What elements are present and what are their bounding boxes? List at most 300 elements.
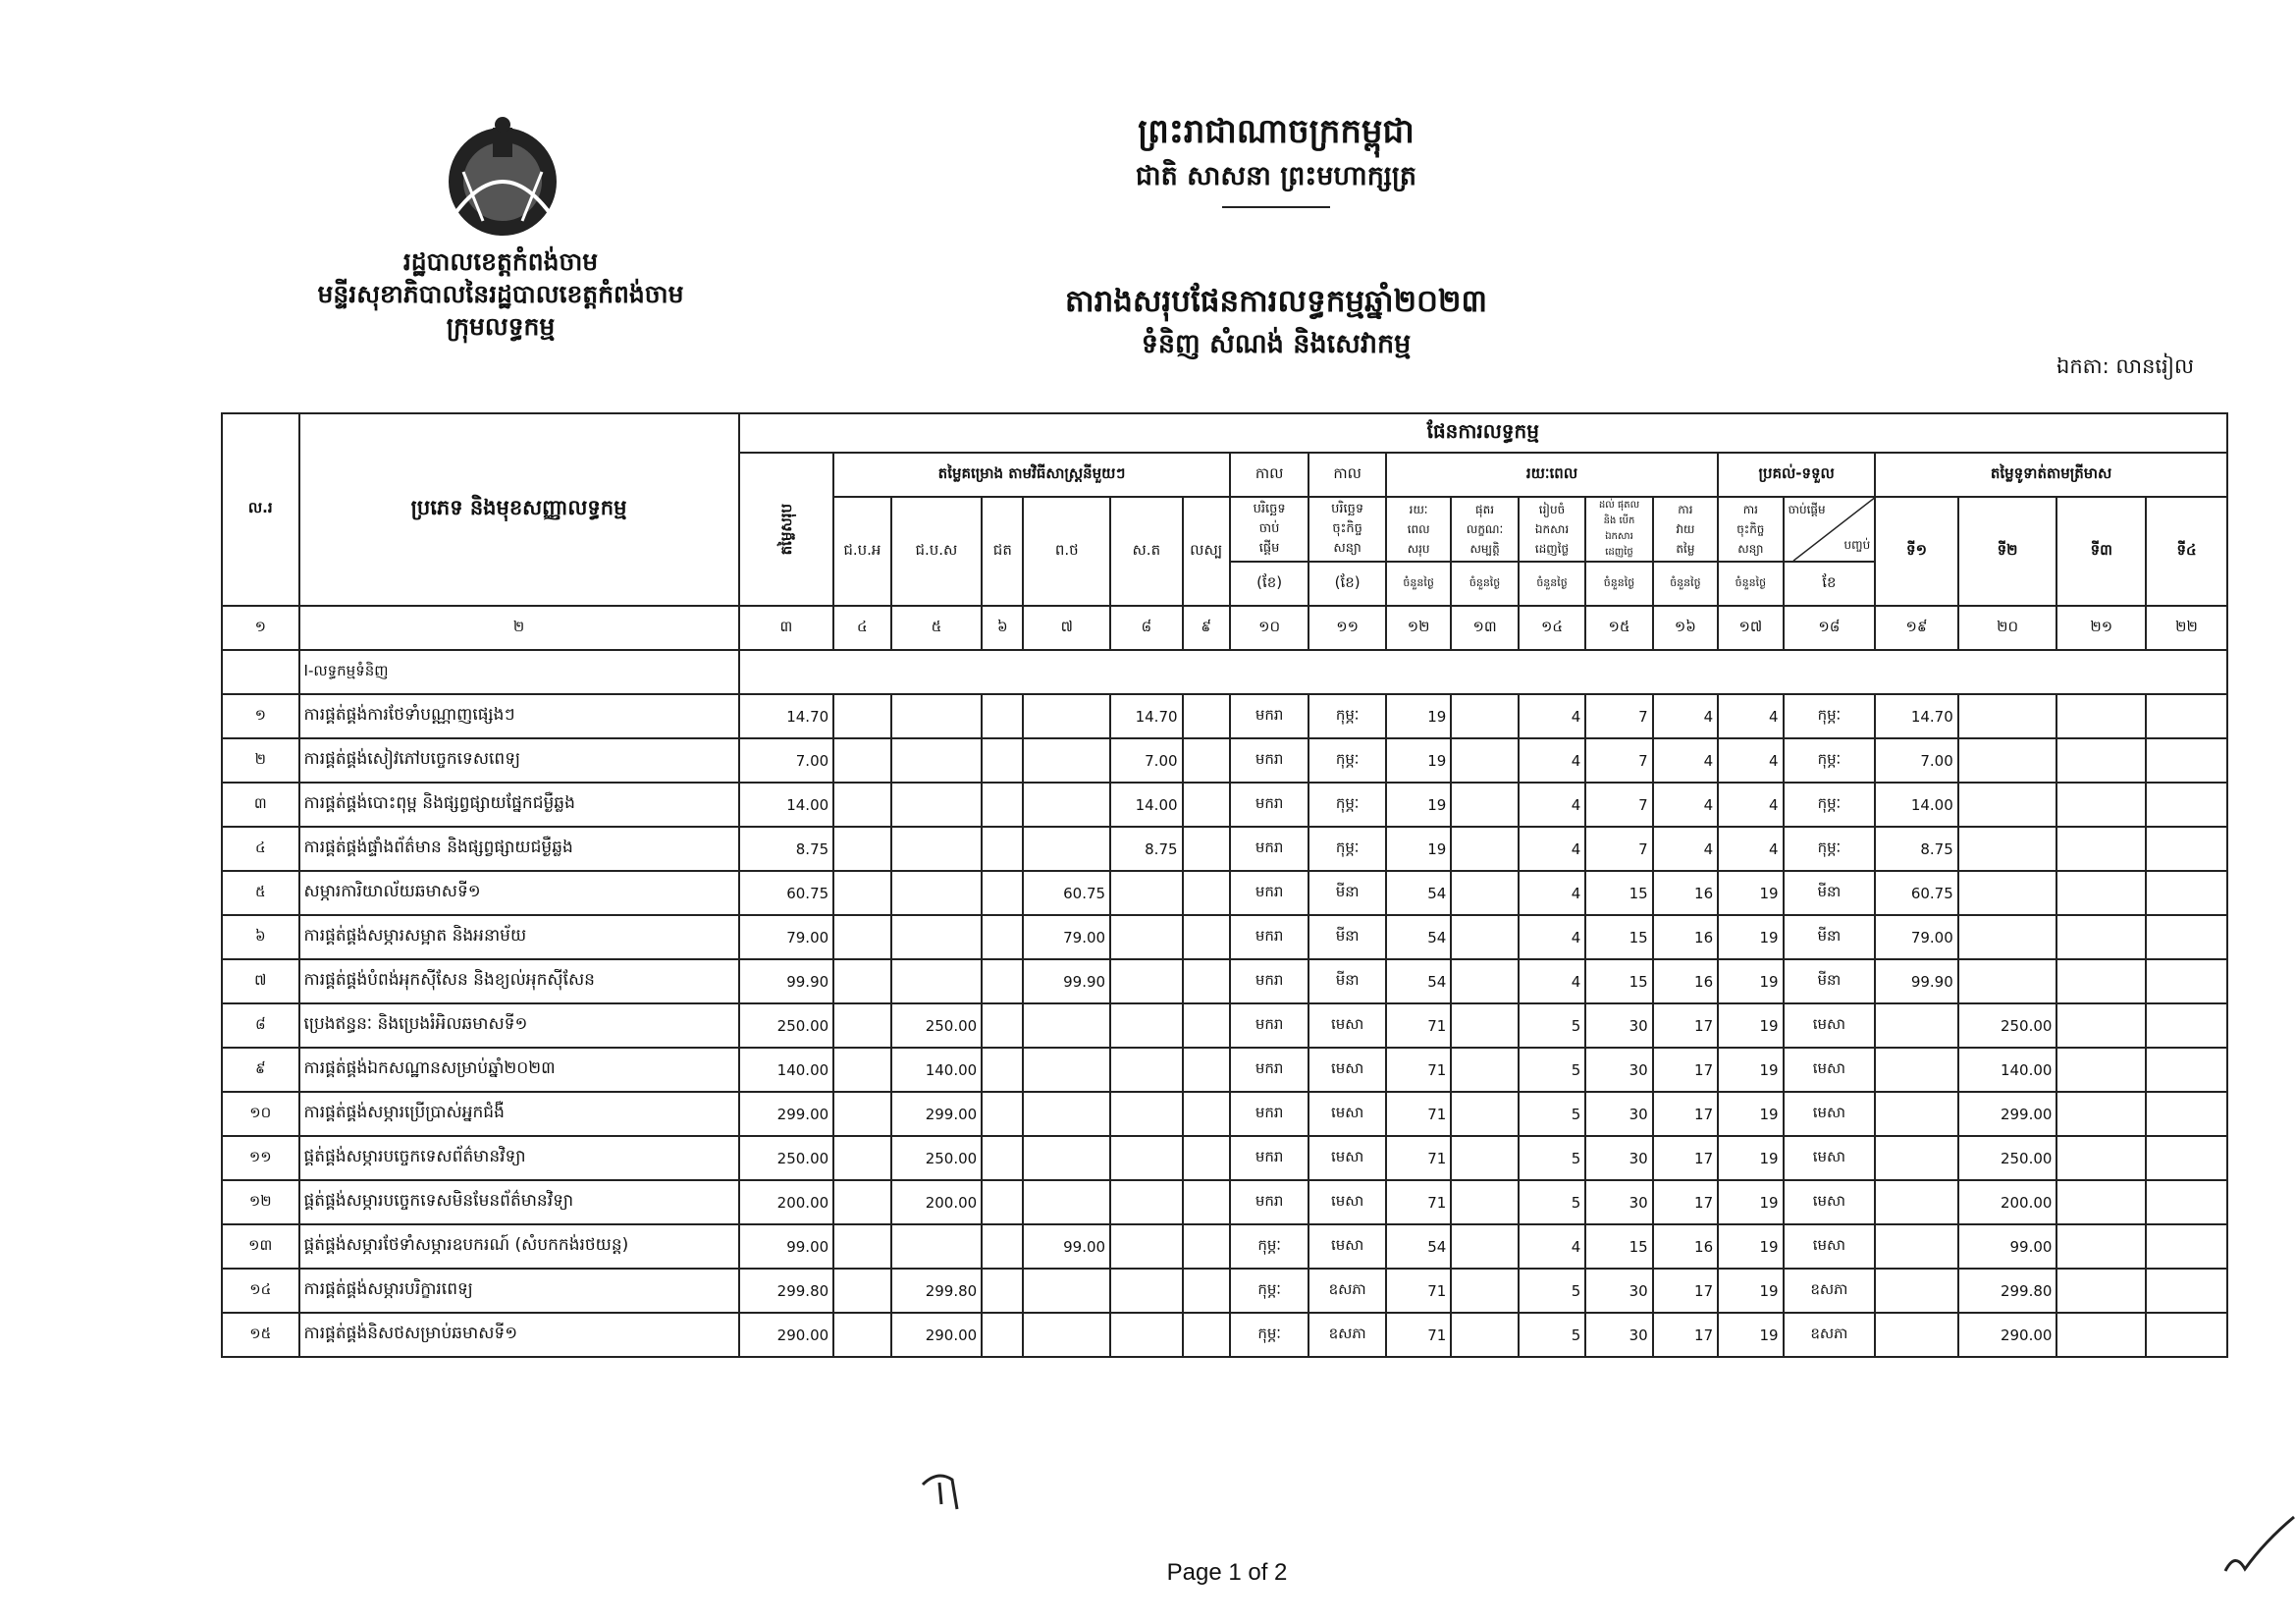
column-number: ១៤ — [1519, 606, 1585, 650]
cell-total: 14.70 — [739, 694, 834, 738]
cell-name: ការផ្គត់ផ្គង់សម្ភារសម្អាត និងអនាម័យ — [299, 915, 739, 959]
table-row — [222, 915, 2227, 959]
cell-m3 — [982, 738, 1023, 783]
cell-m5 — [1110, 1269, 1182, 1313]
cell-m3 — [982, 1092, 1023, 1136]
cell-q2: 99.00 — [1958, 1224, 2057, 1269]
cell-d17: 19 — [1718, 1048, 1783, 1092]
cell-start: មករា — [1230, 827, 1309, 871]
cell-m4 — [1023, 694, 1110, 738]
cell-q2 — [1958, 871, 2057, 915]
cell-sign: មេសា — [1308, 1048, 1386, 1092]
cell-m4: 79.00 — [1023, 915, 1110, 959]
cell-start: មករា — [1230, 871, 1309, 915]
cell-q1: 8.75 — [1875, 827, 1958, 871]
column-number: ២១ — [2056, 606, 2146, 650]
cell-name: ការផ្គត់ផ្គង់សៀវភៅបច្ចេកទេសពេទ្យ — [299, 738, 739, 783]
cell-d16: 16 — [1653, 959, 1718, 1003]
cell-d13 — [1451, 694, 1518, 738]
cell-m5 — [1110, 871, 1182, 915]
cell-m2 — [891, 1224, 983, 1269]
cell-m2 — [891, 827, 983, 871]
cell-d17: 19 — [1718, 1224, 1783, 1269]
column-number: ៣ — [739, 606, 834, 650]
cell-d17: 19 — [1718, 871, 1783, 915]
cell-q2 — [1958, 827, 2057, 871]
cell-m5 — [1110, 1048, 1182, 1092]
unit-label: ឯកតា: លានរៀល — [2056, 354, 2194, 378]
cell-d17: 19 — [1718, 1313, 1783, 1357]
cell-d18: មេសា — [1784, 1048, 1876, 1092]
cell-q2 — [1958, 738, 2057, 783]
cell-m5: 14.70 — [1110, 694, 1182, 738]
cell-q1 — [1875, 1048, 1958, 1092]
cell-sign: កុម្ភៈ — [1308, 783, 1386, 827]
cell-d12: 19 — [1386, 694, 1451, 738]
cell-d14: 5 — [1519, 1313, 1585, 1357]
column-number: ១ — [222, 606, 299, 650]
cell-sign: មេសា — [1308, 1092, 1386, 1136]
cell-d12: 19 — [1386, 738, 1451, 783]
cell-total: 200.00 — [739, 1180, 834, 1224]
cell-m2 — [891, 915, 983, 959]
cell-q2: 250.00 — [1958, 1003, 2057, 1048]
cell-d12: 54 — [1386, 1224, 1451, 1269]
cell-m4: 60.75 — [1023, 871, 1110, 915]
cell-q1: 79.00 — [1875, 915, 1958, 959]
table-row — [222, 1313, 2227, 1357]
cell-d18: មីនា — [1784, 871, 1876, 915]
cell-total: 99.90 — [739, 959, 834, 1003]
cell-total: 99.00 — [739, 1224, 834, 1269]
col18-month: ខែ — [1784, 562, 1876, 606]
cell-d12: 71 — [1386, 1180, 1451, 1224]
cell-total: 250.00 — [739, 1003, 834, 1048]
cell-d18: មេសា — [1784, 1092, 1876, 1136]
column-number: ២០ — [1958, 606, 2057, 650]
col16-days: ចំនួនថ្ងៃ — [1653, 562, 1718, 606]
cell-m2 — [891, 694, 983, 738]
duration-group-header: រយៈពេល — [1386, 453, 1718, 497]
cell-d13 — [1451, 1003, 1518, 1048]
cell-m2 — [891, 871, 983, 915]
delivery-group-header: ប្រគល់-ទទួល — [1718, 453, 1875, 497]
cell-m2 — [891, 738, 983, 783]
cell-name: ការផ្គត់ផ្គង់ផ្ទាំងព័ត៌មាន និងផ្សព្វផ្សាយជម្ងឺឆ្លង — [299, 827, 739, 871]
cell-start: មករា — [1230, 959, 1309, 1003]
col-name-header: ប្រភេទ និងមុខសញ្ញាលទ្ធកម្ម — [299, 413, 739, 606]
cell-m1 — [833, 738, 890, 783]
cell-d17: 4 — [1718, 783, 1783, 827]
cell-m3 — [982, 827, 1023, 871]
cell-q3 — [2056, 1180, 2146, 1224]
cell-total: 8.75 — [739, 827, 834, 871]
cell-d18: មេសា — [1784, 1180, 1876, 1224]
cell-sign: កុម្ភៈ — [1308, 694, 1386, 738]
cell-d17: 4 — [1718, 738, 1783, 783]
cell-m1 — [833, 871, 890, 915]
cell-d14: 5 — [1519, 1180, 1585, 1224]
cell-m5 — [1110, 1092, 1182, 1136]
document-title-block — [913, 280, 1639, 366]
cell-d17: 19 — [1718, 1092, 1783, 1136]
cell-q2: 250.00 — [1958, 1136, 2057, 1180]
col17-days: ចំនួនថ្ងៃ — [1718, 562, 1783, 606]
column-number: ១៥ — [1585, 606, 1652, 650]
col10-top: កាល — [1230, 453, 1309, 497]
cell-d16: 4 — [1653, 738, 1718, 783]
table-row — [222, 1048, 2227, 1092]
national-motto: ជាតិ សាសនា ព្រះមហាក្សត្រ — [1135, 161, 1417, 191]
cell-no: ១៥ — [222, 1313, 299, 1357]
cell-q1: 14.00 — [1875, 783, 1958, 827]
ministry-line: រដ្ឋបាលខេត្តកំពង់ចាម — [402, 247, 599, 276]
cell-d13 — [1451, 1136, 1518, 1180]
cell-m6 — [1183, 1136, 1230, 1180]
cell-total: 299.00 — [739, 1092, 834, 1136]
cell-m6 — [1183, 915, 1230, 959]
cell-no: ៣ — [222, 783, 299, 827]
cell-q4 — [2146, 1003, 2227, 1048]
col14-header: រៀបចំ ឯកសារ ដេញថ្លៃ — [1519, 497, 1585, 562]
cell-d16: 17 — [1653, 1180, 1718, 1224]
cell-d14: 4 — [1519, 871, 1585, 915]
cell-name: សម្ភារការិយាល័យឆមាសទី១ — [299, 871, 739, 915]
procurement-plan-table — [221, 412, 2228, 1358]
method-pth: ព.ថ — [1023, 497, 1110, 606]
cell-d14: 4 — [1519, 783, 1585, 827]
cell-m2: 140.00 — [891, 1048, 983, 1092]
cell-sign: មីនា — [1308, 915, 1386, 959]
cell-d16: 17 — [1653, 1048, 1718, 1092]
cell-total: 250.00 — [739, 1136, 834, 1180]
cell-d18: ឧសភា — [1784, 1313, 1876, 1357]
cell-m3 — [982, 1180, 1023, 1224]
cell-m4: 99.00 — [1023, 1224, 1110, 1269]
cell-no: ៧ — [222, 959, 299, 1003]
column-number: ១៨ — [1784, 606, 1876, 650]
cell-name: ការផ្គត់ផ្គង់បំពង់អុកស៊ីសែន និងខ្យល់អុកស៊ីសែន — [299, 959, 739, 1003]
cell-m2: 200.00 — [891, 1180, 983, 1224]
cell-d17: 19 — [1718, 1180, 1783, 1224]
cell-m3 — [982, 1313, 1023, 1357]
cell-q2 — [1958, 959, 2057, 1003]
method-ls: លស្ប — [1183, 497, 1230, 606]
cell-q3 — [2056, 871, 2146, 915]
cell-name: ផ្គត់ផ្គង់សម្ភារបច្ចេកទេសមិនមែនព័ត៌មានវិទ្យា — [299, 1180, 739, 1224]
cell-d17: 19 — [1718, 1136, 1783, 1180]
cell-d14: 4 — [1519, 827, 1585, 871]
table-row — [222, 871, 2227, 915]
cell-total: 290.00 — [739, 1313, 834, 1357]
cell-m4 — [1023, 1180, 1110, 1224]
cell-d18: កុម្ភៈ — [1784, 783, 1876, 827]
cell-q3 — [2056, 1136, 2146, 1180]
cell-d17: 19 — [1718, 959, 1783, 1003]
cell-d16: 16 — [1653, 871, 1718, 915]
signature-mark-icon — [2220, 1512, 2296, 1579]
cell-d12: 19 — [1386, 783, 1451, 827]
plan-group-header: ផែនការលទ្ធកម្ម — [739, 413, 2227, 453]
cell-m2: 290.00 — [891, 1313, 983, 1357]
column-number: ២២ — [2146, 606, 2227, 650]
cell-d12: 54 — [1386, 959, 1451, 1003]
method-ghbh: ជ.ប.អ — [833, 497, 890, 606]
cell-d17: 19 — [1718, 1003, 1783, 1048]
cell-start: មករា — [1230, 1092, 1309, 1136]
cell-m3 — [982, 915, 1023, 959]
cell-m5: 14.00 — [1110, 783, 1182, 827]
cell-d13 — [1451, 1048, 1518, 1092]
col12-days: ចំនួនថ្ងៃ — [1386, 562, 1451, 606]
col-total-header: តម្លៃសរុប — [739, 453, 834, 606]
col10-month: (ខែ) — [1230, 562, 1309, 606]
cell-d15: 30 — [1585, 1048, 1652, 1092]
cell-m2: 299.80 — [891, 1269, 983, 1313]
cell-q3 — [2056, 915, 2146, 959]
cell-d16: 4 — [1653, 783, 1718, 827]
cell-d17: 4 — [1718, 827, 1783, 871]
cell-d18: មីនា — [1784, 915, 1876, 959]
cell-sign: កុម្ភៈ — [1308, 738, 1386, 783]
cell-sign: មីនា — [1308, 959, 1386, 1003]
cell-m3 — [982, 1136, 1023, 1180]
cell-q3 — [2056, 959, 2146, 1003]
column-number: ៧ — [1023, 606, 1110, 650]
table-row — [222, 694, 2227, 738]
cell-no: ១១ — [222, 1136, 299, 1180]
cell-d12: 71 — [1386, 1269, 1451, 1313]
cell-q2: 299.80 — [1958, 1269, 2057, 1313]
cell-no: ១២ — [222, 1180, 299, 1224]
cell-q1 — [1875, 1136, 1958, 1180]
cell-m1 — [833, 1180, 890, 1224]
cell-start: មករា — [1230, 1180, 1309, 1224]
ministry-line: ក្រុមលទ្ធកម្ម — [446, 312, 556, 341]
cell-start: កុម្ភៈ — [1230, 1313, 1309, 1357]
cell-d16: 4 — [1653, 827, 1718, 871]
cell-name: ប្រេងឥន្ធនៈ និងប្រេងរំអិលឆមាសទី១ — [299, 1003, 739, 1048]
cell-q1 — [1875, 1224, 1958, 1269]
cell-sign: មេសា — [1308, 1003, 1386, 1048]
cell-d18: មីនា — [1784, 959, 1876, 1003]
cell-d13 — [1451, 1224, 1518, 1269]
cell-no: ១០ — [222, 1092, 299, 1136]
cell-d13 — [1451, 871, 1518, 915]
cell-m1 — [833, 915, 890, 959]
table-row — [222, 1224, 2227, 1269]
table-row — [222, 1003, 2227, 1048]
column-number: ២ — [299, 606, 739, 650]
cell-d12: 71 — [1386, 1003, 1451, 1048]
cell-m4 — [1023, 1313, 1110, 1357]
cell-m3 — [982, 1003, 1023, 1048]
cell-q4 — [2146, 1269, 2227, 1313]
cell-d15: 30 — [1585, 1092, 1652, 1136]
cell-d13 — [1451, 1180, 1518, 1224]
cell-m5: 8.75 — [1110, 827, 1182, 871]
col18-header — [1784, 497, 1876, 562]
cell-q4 — [2146, 1224, 2227, 1269]
col10-sub: បរិច្ឆេទ ចាប់ ផ្ដើម — [1230, 497, 1309, 562]
cell-name: ការផ្គត់ផ្គង់ការថែទាំបណ្ណាញផ្សេងៗ — [299, 694, 739, 738]
table-row — [222, 1136, 2227, 1180]
cell-m1 — [833, 1313, 890, 1357]
method-ghbs: ជ.ប.ស — [891, 497, 983, 606]
cell-d12: 71 — [1386, 1092, 1451, 1136]
cell-m4 — [1023, 1136, 1110, 1180]
cell-total: 60.75 — [739, 871, 834, 915]
cell-q4 — [2146, 738, 2227, 783]
cell-d16: 17 — [1653, 1136, 1718, 1180]
cell-q1: 7.00 — [1875, 738, 1958, 783]
cell-q4 — [2146, 1180, 2227, 1224]
cell-start: មករា — [1230, 738, 1309, 783]
ministry-line: មន្ទីរសុខាភិបាលនៃរដ្ឋបាលខេត្តកំពង់ចាម — [317, 280, 684, 308]
cell-m6 — [1183, 1180, 1230, 1224]
cell-m6 — [1183, 827, 1230, 871]
cell-d16: 4 — [1653, 694, 1718, 738]
cell-d12: 71 — [1386, 1048, 1451, 1092]
cell-d12: 71 — [1386, 1136, 1451, 1180]
cell-q1: 99.90 — [1875, 959, 1958, 1003]
cell-d13 — [1451, 915, 1518, 959]
cell-d16: 17 — [1653, 1313, 1718, 1357]
table-row — [222, 827, 2227, 871]
cell-q3 — [2056, 738, 2146, 783]
cell-q1 — [1875, 1180, 1958, 1224]
quarter-3-header: ទី៣ — [2056, 497, 2146, 606]
column-number: ៨ — [1110, 606, 1182, 650]
cell-q1: 14.70 — [1875, 694, 1958, 738]
col11-sub: បរិច្ឆេទ ចុះកិច្ច សន្យា — [1308, 497, 1386, 562]
cell-d13 — [1451, 1092, 1518, 1136]
cell-q4 — [2146, 915, 2227, 959]
cell-sign: មីនា — [1308, 871, 1386, 915]
cell-m4: 99.90 — [1023, 959, 1110, 1003]
column-number: ១៩ — [1875, 606, 1958, 650]
cell-q4 — [2146, 1048, 2227, 1092]
document-subtitle: ទំនិញ សំណង់ និងសេវាកម្ម — [1141, 329, 1412, 359]
cell-d14: 5 — [1519, 1048, 1585, 1092]
cell-sign: មេសា — [1308, 1224, 1386, 1269]
cell-m2: 250.00 — [891, 1136, 983, 1180]
cell-d17: 19 — [1718, 1269, 1783, 1313]
cell-d14: 4 — [1519, 1224, 1585, 1269]
cell-name: ការផ្គត់ផ្គង់ឯកសណ្ឋានសម្រាប់ឆ្នាំ២០២៣ — [299, 1048, 739, 1092]
cell-q4 — [2146, 1136, 2227, 1180]
royal-emblem-icon — [424, 113, 581, 241]
cell-m6 — [1183, 1313, 1230, 1357]
cell-d14: 4 — [1519, 738, 1585, 783]
cell-no: ៩ — [222, 1048, 299, 1092]
cell-d15: 15 — [1585, 871, 1652, 915]
cell-q3 — [2056, 827, 2146, 871]
cell-d15: 30 — [1585, 1269, 1652, 1313]
cell-d14: 5 — [1519, 1136, 1585, 1180]
cell-d16: 16 — [1653, 1224, 1718, 1269]
cell-q3 — [2056, 1269, 2146, 1313]
cell-m2 — [891, 783, 983, 827]
cell-d13 — [1451, 959, 1518, 1003]
cell-m6 — [1183, 1269, 1230, 1313]
cell-d15: 15 — [1585, 915, 1652, 959]
column-number: ១៧ — [1718, 606, 1783, 650]
column-number: ៩ — [1183, 606, 1230, 650]
cell-d13 — [1451, 738, 1518, 783]
cell-m1 — [833, 959, 890, 1003]
cell-q1 — [1875, 1003, 1958, 1048]
cell-m4 — [1023, 783, 1110, 827]
cell-q4 — [2146, 827, 2227, 871]
col15-header: ដល់ ផុតល និង បើក ឯកសារ ដេញថ្លៃ — [1585, 497, 1652, 562]
cell-d17: 19 — [1718, 915, 1783, 959]
cell-d18: មេសា — [1784, 1136, 1876, 1180]
cell-m5 — [1110, 959, 1182, 1003]
cell-q1: 60.75 — [1875, 871, 1958, 915]
cell-m5 — [1110, 1224, 1182, 1269]
cell-m1 — [833, 1003, 890, 1048]
cell-m1 — [833, 827, 890, 871]
cell-d16: 17 — [1653, 1003, 1718, 1048]
col16-header: ការ វាយ តម្លៃ — [1653, 497, 1718, 562]
cell-d15: 15 — [1585, 959, 1652, 1003]
col15-days: ចំនួនថ្ងៃ — [1585, 562, 1652, 606]
quarter-2-header: ទី២ — [1958, 497, 2057, 606]
cell-q1 — [1875, 1092, 1958, 1136]
cell-total: 7.00 — [739, 738, 834, 783]
cell-q4 — [2146, 783, 2227, 827]
cell-m6 — [1183, 783, 1230, 827]
cell-q2: 200.00 — [1958, 1180, 2057, 1224]
cell-d14: 5 — [1519, 1269, 1585, 1313]
cell-q2: 290.00 — [1958, 1313, 2057, 1357]
cell-m6 — [1183, 738, 1230, 783]
cell-d12: 71 — [1386, 1313, 1451, 1357]
cell-q4 — [2146, 1313, 2227, 1357]
cell-name: ការផ្គត់ផ្គង់សម្ភារបរិក្ខារពេទ្យ — [299, 1269, 739, 1313]
cell-q3 — [2056, 783, 2146, 827]
cell-d14: 4 — [1519, 959, 1585, 1003]
cell-m5 — [1110, 1003, 1182, 1048]
cell-total: 14.00 — [739, 783, 834, 827]
cell-d15: 7 — [1585, 694, 1652, 738]
cell-q4 — [2146, 959, 2227, 1003]
quarter-group-header: តម្លៃទូទាត់តាមត្រីមាស — [1875, 453, 2227, 497]
cell-q2 — [1958, 915, 2057, 959]
cell-m6 — [1183, 1092, 1230, 1136]
cell-d13 — [1451, 1269, 1518, 1313]
cell-d15: 15 — [1585, 1224, 1652, 1269]
cell-m6 — [1183, 1224, 1230, 1269]
column-number: ១៣ — [1451, 606, 1518, 650]
table-row — [222, 959, 2227, 1003]
page-footer: Page 1 of 2 — [1166, 1559, 1288, 1586]
cell-d18: កុម្ភៈ — [1784, 738, 1876, 783]
column-number: ១២ — [1386, 606, 1451, 650]
cell-m3 — [982, 1224, 1023, 1269]
cell-no: ៤ — [222, 827, 299, 871]
cell-m1 — [833, 1048, 890, 1092]
cell-q4 — [2146, 1092, 2227, 1136]
cell-d17: 4 — [1718, 694, 1783, 738]
cell-m6 — [1183, 1003, 1230, 1048]
cell-name: ការផ្គត់ផ្គង់និសថសម្រាប់ឆមាសទី១ — [299, 1313, 739, 1357]
cell-sign: មេសា — [1308, 1180, 1386, 1224]
cell-m6 — [1183, 871, 1230, 915]
cell-m6 — [1183, 694, 1230, 738]
cell-m1 — [833, 1092, 890, 1136]
